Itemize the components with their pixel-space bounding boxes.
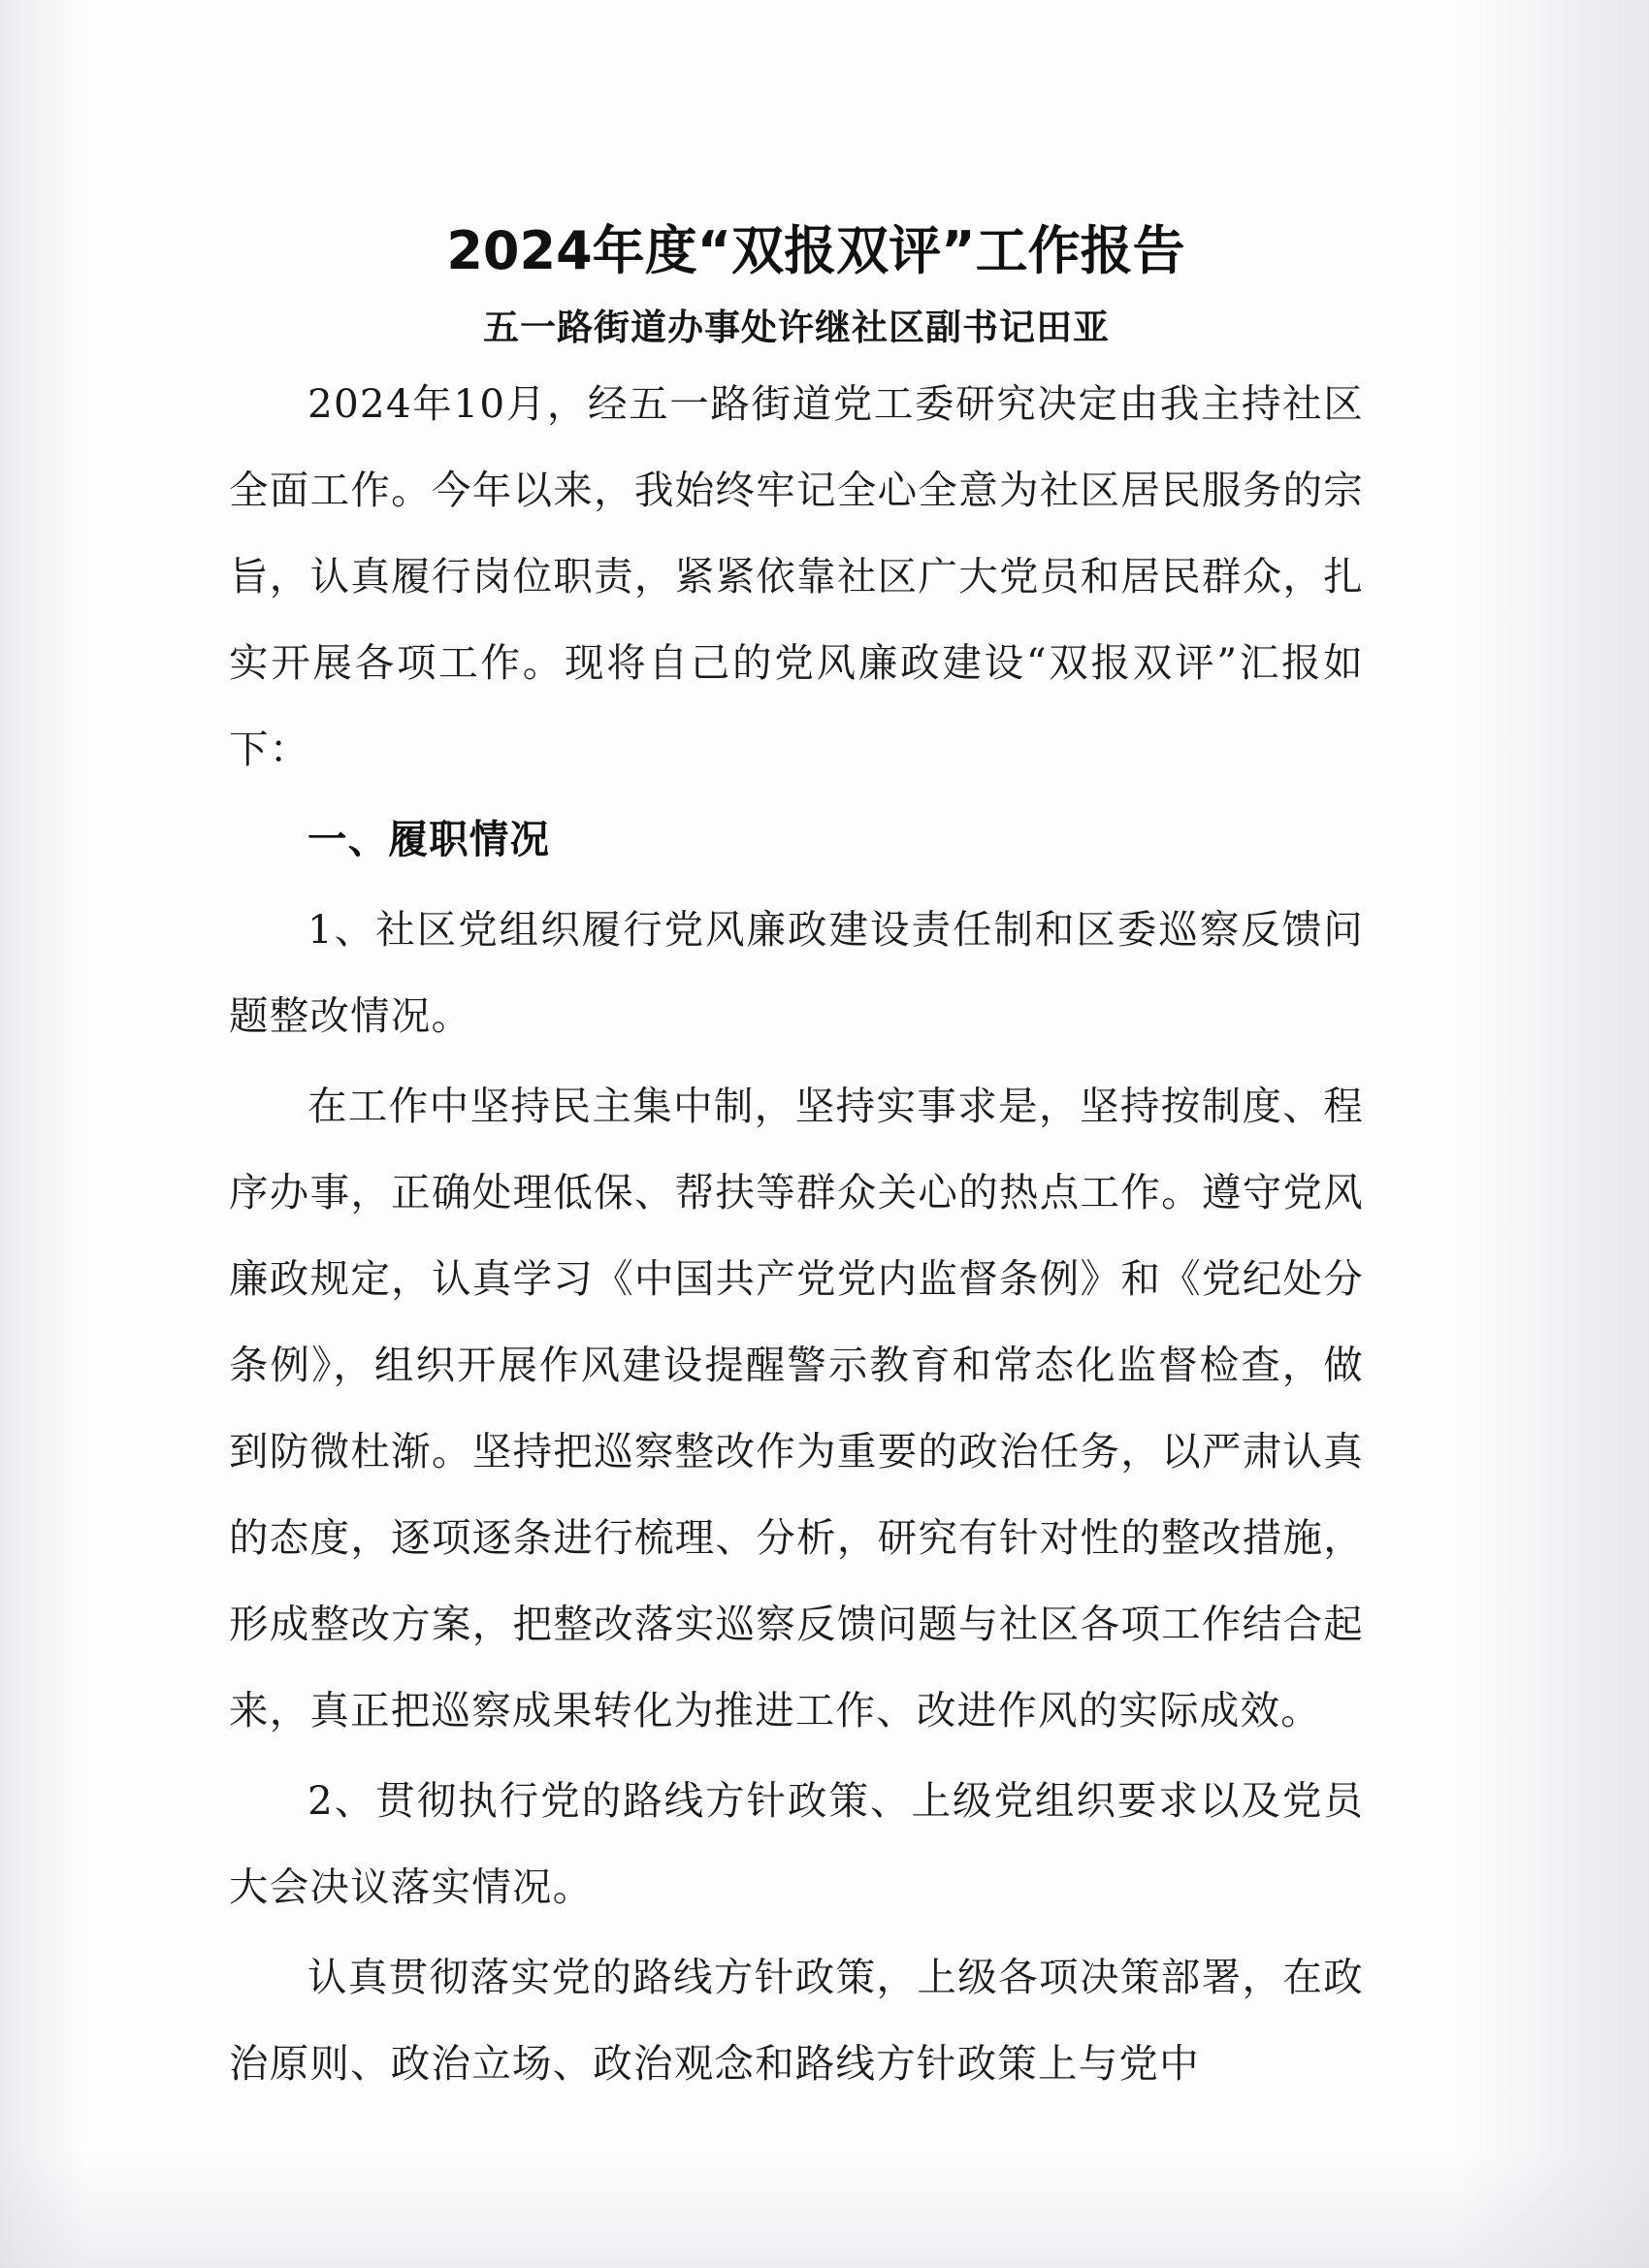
item-1-paragraph: 在工作中坚持民主集中制，坚持实事求是，坚持按制度、程序办事，正确处理低保、帮扶等群众关心的热点工作。遵守党风廉政规定，认真学习《中国共产党党内监督条例》和《党纪处分条例》，组织开展作风建设提醒警示教育和常态化监督检查，做到防微杜渐。坚持把巡察整改作为重要的政治任务，以严肃认真的态度，逐项逐条进行梳理、分析，研究有针对性的整改措施，形成整改方案，把整改落实巡察反馈问题与社区各项工作结合起来，真正把巡察成果转化为推进工作、改进作风的实际成效。	[229, 1083, 1364, 1733]
item-1-heading: 1、社区党组织履行党风廉政建设责任制和区委巡察反馈问题整改情况。	[229, 906, 1364, 1039]
item-2-heading: 2、贯彻执行党的路线方针政策、上级党组织要求以及党员大会决议落实情况。	[229, 1777, 1364, 1910]
intro-paragraph: 2024年10月，经五一路街道党工委研究决定由我主持社区全面工作。今年以来，我始终牢记全心全意为社区居民服务的宗旨，认真履行岗位职责，紧紧依靠社区广大党员和居民群众，扎实开展各项工作。现将自己的党风廉政建设“双报双评”汇报如下：	[229, 380, 1364, 772]
section-heading-duty: 一、履职情况	[307, 816, 551, 862]
scan-shadow-bottom	[0, 2152, 1649, 2268]
document-title: 2024年度“双报双评”工作报告	[446, 220, 1185, 281]
document-body	[229, 215, 1364, 2107]
document-author-line: 五一路街道办事处许继社区副书记田亚	[483, 306, 1110, 348]
scan-shadow-right	[1455, 0, 1649, 2268]
item-2-paragraph: 认真贯彻落实党的路线方针政策，上级各项决策部署，在政治原则、政治立场、政治观念和路线方针政策上与党中	[229, 1954, 1364, 2087]
scan-shadow-left	[0, 0, 87, 2268]
